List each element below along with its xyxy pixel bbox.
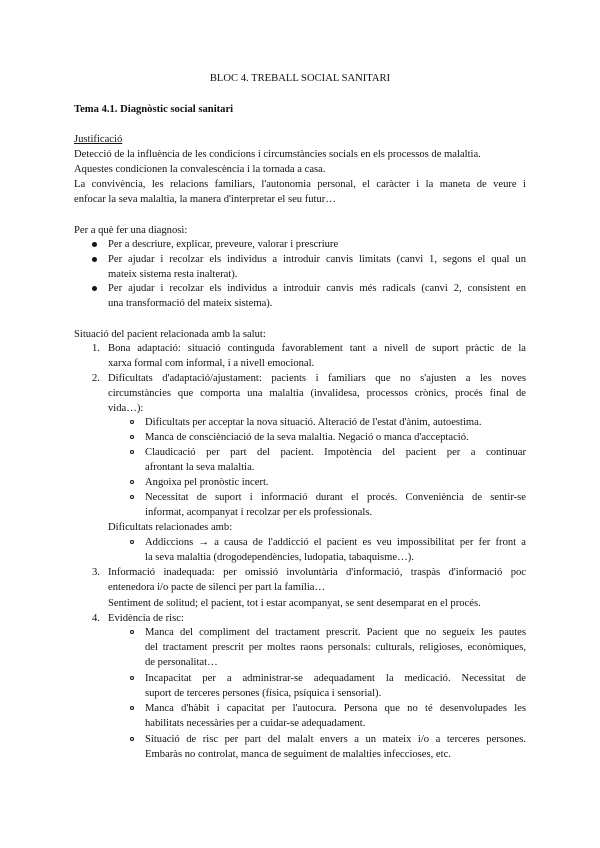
list-item-continuation: vida…): — [108, 403, 144, 414]
list-item: Per a descriure, explicar, preveure, valorar i prescriure — [108, 239, 339, 250]
list-item-continuation: entenedora i/o pacte de silenci per part la família… — [108, 582, 326, 593]
list-item-continuation: Sentiment de solitud; el pacient, tot i estar acompanyat, se sent desemparat en el procés. — [108, 598, 481, 609]
sub-list-item-continuation: informat, acompanyat i recolzar per els professionals. — [145, 507, 373, 518]
sub-list-item: Necessitat de suport i informació durant el procés. Conveniència de sentir-se — [145, 492, 526, 503]
sub-list-item: Manca del compliment del tractament prescrit. Pacient que no segueix les pautes — [145, 627, 526, 638]
sub-list-item: Manca de consciènciació de la seva malaltia. Negació o manca d'acceptació. — [145, 432, 469, 443]
sub-list-item: Manca d'hàbit i capacitat per l'autocura. Persona que no té desenvolupades les — [145, 703, 526, 714]
sub-list-item-continuation: la seva malaltia (drogodependències, ludopatia, tabaquisme…). — [145, 552, 414, 563]
list-number: 2. — [92, 373, 100, 384]
paragraph-line: La convivència, les relacions familiars, l'autonomia personal, el caràcter i la maneta de veure i — [74, 179, 526, 190]
document-title: BLOC 4. TREBALL SOCIAL SANITARI — [209, 73, 391, 84]
list-item: Per ajudar i recolzar els individus a introduir canvis limitats (canvi 1, segons el qual un — [108, 254, 526, 265]
circle-bullet-icon — [130, 676, 134, 680]
paragraph-line: enfocar la seva malaltia, la manera d'interpretar el seu futur… — [74, 194, 336, 205]
list-number: 4. — [92, 613, 100, 624]
bullet-icon — [92, 257, 97, 262]
situacio-heading: Situació del pacient relacionada amb la salut: — [74, 329, 266, 340]
justificacio-heading: Justificació — [74, 134, 123, 145]
sub-list-item-continuation: Embaràs no controlat, manca de seguiment de malalties infeccioses, etc. — [145, 749, 451, 760]
list-item: Evidència de risc: — [108, 613, 184, 624]
sub-list-item: Angoixa pel pronòstic incert. — [145, 477, 269, 488]
perque-heading: Per a què fer una diagnosi: — [74, 225, 188, 236]
sub-list-item: Situació de risc per part del malalt envers a un mateix i/o a terceres persones. — [145, 734, 526, 745]
circle-bullet-icon — [130, 540, 134, 544]
list-number: 1. — [92, 343, 100, 354]
list-item: Informació inadequada: per omissió involuntària d'informació, traspàs d'informació poc — [108, 567, 526, 578]
bullet-icon — [92, 286, 97, 291]
list-item: Dificultats d'adaptació/ajustament: pacients i familiars que no s'ajusten a les noves — [108, 373, 526, 384]
circle-bullet-icon — [130, 706, 134, 710]
list-number: 3. — [92, 567, 100, 578]
circle-bullet-icon — [130, 630, 134, 634]
sub-heading: Dificultats relacionades amb: — [108, 522, 233, 533]
list-item-continuation: mateix sistema resta inalterat). — [108, 269, 238, 280]
list-item-continuation: circumstàncies que comporta una malaltia (invalidesa, processos crònics, procés final de — [108, 388, 526, 399]
list-item-continuation: xarxa formal com informal, i a nivell emocional. — [108, 358, 315, 369]
circle-bullet-icon — [130, 737, 134, 741]
list-item-continuation: una transformació del mateix sistema). — [108, 298, 273, 309]
sub-list-item: Addiccions → a causa de l'addicció el pacient es veu impossibilitat per fer front a — [145, 537, 526, 548]
circle-bullet-icon — [130, 450, 134, 454]
sub-list-item: Incapacitat per a administrar-se adequadament la medicació. Necessitat de — [145, 673, 526, 684]
circle-bullet-icon — [130, 495, 134, 499]
sub-list-item-continuation: afrontant la seva malaltia. — [145, 462, 255, 473]
bullet-icon — [92, 242, 97, 247]
paragraph-line: Detecció de la influència de les condicions i circumstàncies socials en els processos de malaltia. — [74, 149, 481, 160]
topic-heading: Tema 4.1. Diagnòstic social sanitari — [74, 104, 234, 115]
sub-list-item: Claudicació per part del pacient. Impotència del pacient per a continuar — [145, 447, 526, 458]
sub-list-item-continuation: del tractament prescrit per moltes raons personals: culturals, religioses, econòmiques, — [145, 642, 526, 653]
circle-bullet-icon — [130, 480, 134, 484]
paragraph-line: Aquestes condicionen la convalescència i la tornada a casa. — [74, 164, 326, 175]
sub-list-item-continuation: suport de terceres persones (física, psíquica i sensorial). — [145, 688, 382, 699]
circle-bullet-icon — [130, 420, 134, 424]
list-item: Bona adaptació: situació continguda favorablement tant a nivell de suport pràctic de la — [108, 343, 526, 354]
sub-list-item-continuation: de personalitat… — [145, 657, 218, 668]
circle-bullet-icon — [130, 435, 134, 439]
sub-list-item-continuation: habilitats necessàries per a cuidar-se adequadament. — [145, 718, 366, 729]
list-item: Per ajudar i recolzar els individus a introduir canvis més radicals (canvi 2, consistent en — [108, 283, 526, 294]
sub-list-item: Dificultats per acceptar la nova situació. Alteració de l'estat d'ànim, autoestima. — [145, 417, 482, 428]
